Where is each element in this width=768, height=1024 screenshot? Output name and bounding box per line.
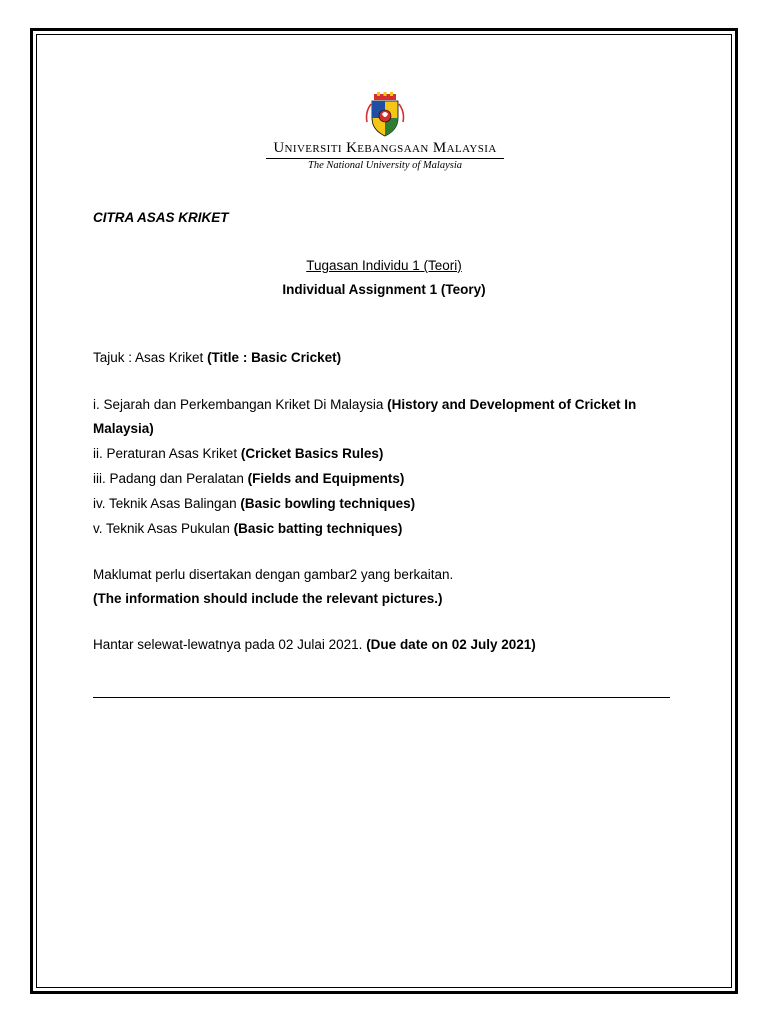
list-item xyxy=(93,496,415,511)
assignment-title-english: Individual Assignment 1 (Teory) xyxy=(282,282,486,297)
due-date-english: (Due date on 02 July 2021) xyxy=(366,637,536,652)
info-english: (The information should include the relevant pictures.) xyxy=(93,591,443,606)
item-malay: v. Teknik Asas Pukulan xyxy=(93,521,230,536)
item-english: (Fields and Equipments) xyxy=(247,471,405,486)
due-date-malay: Hantar selewat-lewatnya pada 02 Julai 2021. xyxy=(93,637,363,652)
item-malay: iv. Teknik Asas Balingan xyxy=(93,496,237,511)
university-name: Universiti Kebangsaan Malaysia xyxy=(273,140,497,156)
item-english: (Cricket Basics Rules) xyxy=(240,446,384,461)
item-english-continuation: Malaysia) xyxy=(93,421,154,436)
list-item xyxy=(93,471,404,486)
logo-rule xyxy=(266,158,504,159)
assignment-title-malay: Tugasan Individu 1 (Teori) xyxy=(306,258,462,273)
topic-label-malay: Tajuk : Asas Kriket xyxy=(93,350,204,365)
item-malay: i. Sejarah dan Perkembangan Kriket Di Malaysia xyxy=(93,397,384,412)
list-item-continuation xyxy=(93,421,154,436)
item-english: (Basic batting techniques) xyxy=(233,521,403,536)
university-logo xyxy=(262,92,508,176)
course-title: CITRA ASAS KRIKET xyxy=(93,210,229,225)
ukm-crest-icon xyxy=(365,92,405,138)
divider-rule xyxy=(93,697,670,698)
item-malay: ii. Peraturan Asas Kriket xyxy=(93,446,238,461)
info-malay: Maklumat perlu disertakan dengan gambar2 yang berkaitan. xyxy=(93,567,454,582)
university-subtitle: The National University of Malaysia xyxy=(308,160,462,171)
list-item xyxy=(93,446,383,461)
list-item xyxy=(93,521,402,536)
due-date-line xyxy=(93,637,536,652)
page-border-inner xyxy=(36,34,732,988)
item-english: (History and Development of Cricket In xyxy=(387,397,637,412)
item-english: (Basic bowling techniques) xyxy=(240,496,416,511)
list-item xyxy=(93,397,636,412)
topic-line xyxy=(93,350,341,365)
topic-label-english: (Title : Basic Cricket) xyxy=(207,350,342,365)
item-malay: iii. Padang dan Peralatan xyxy=(93,471,244,486)
